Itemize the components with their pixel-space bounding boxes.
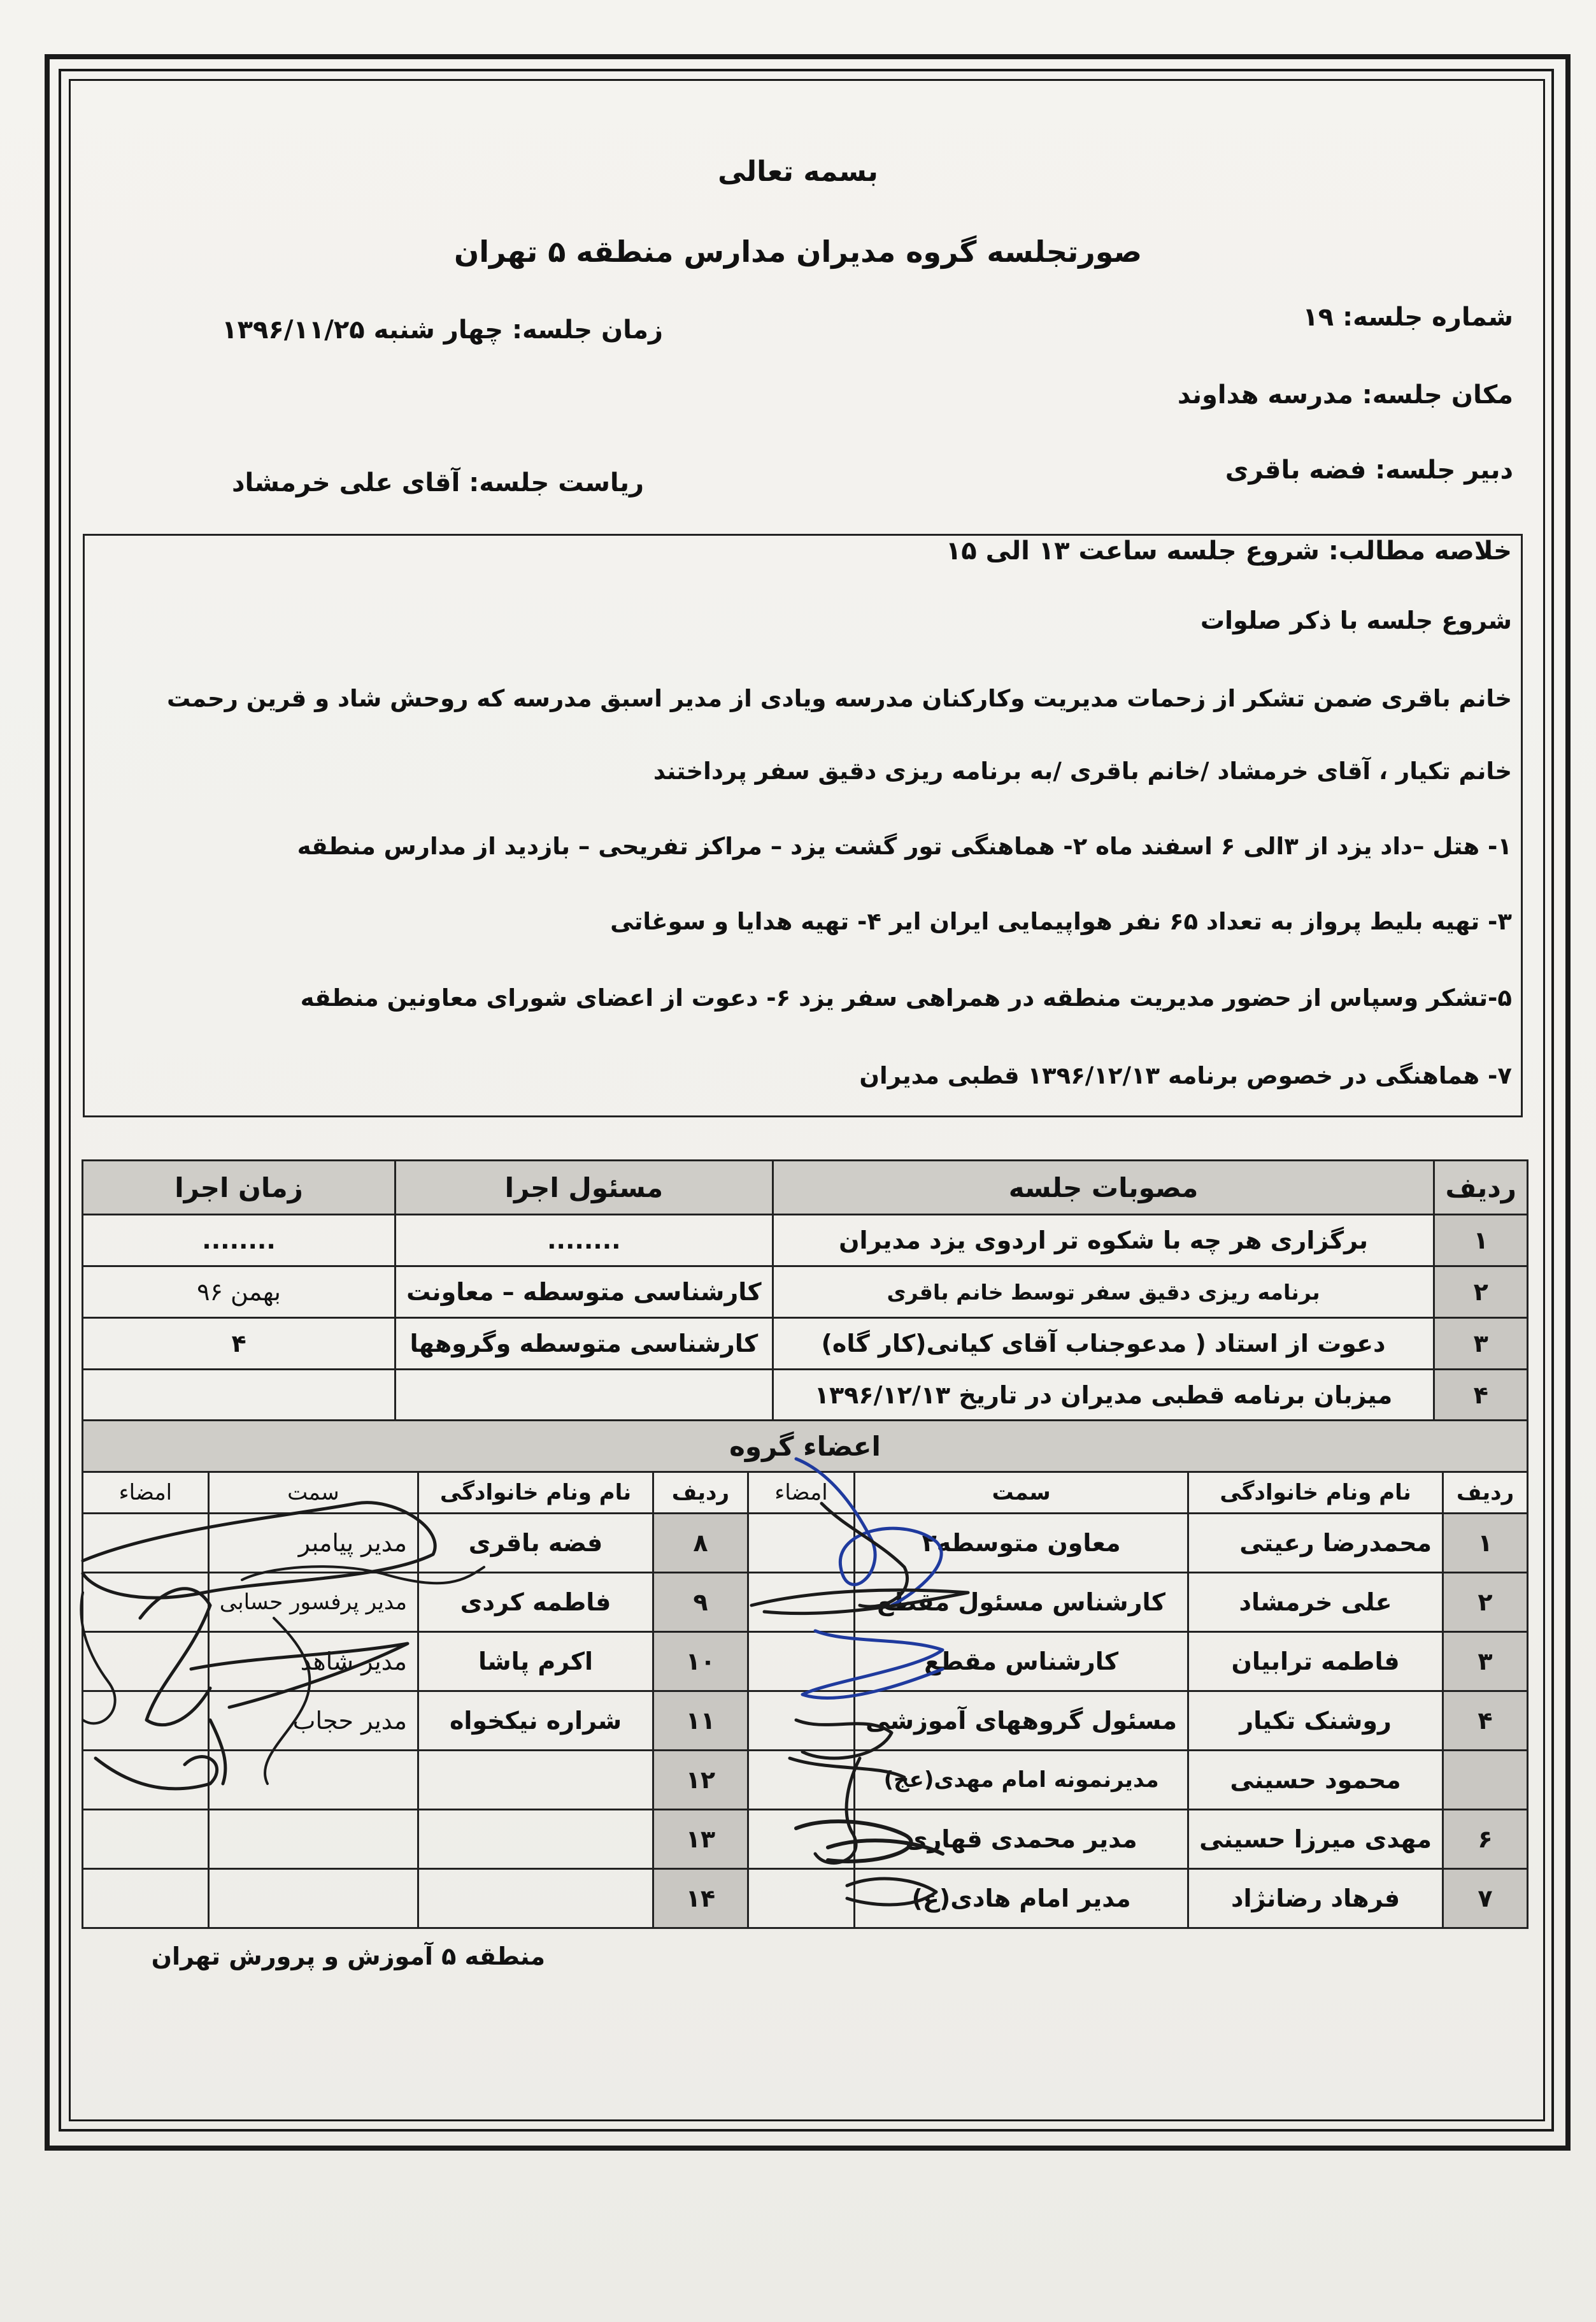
col-row: ردیف	[653, 1472, 748, 1514]
summary-line: خلاصه مطالب: شروع جلسه ساعت ۱۳ الی ۱۵	[945, 536, 1512, 566]
member-position: مدیر پرفسور حسابی	[208, 1573, 418, 1632]
row-number: ۸	[653, 1514, 748, 1573]
col-row: ردیف	[1434, 1161, 1528, 1215]
row-number: ۱۳	[653, 1810, 748, 1869]
execution-time: بهمن ۹۶	[83, 1266, 395, 1318]
summary-line: ۵-تشکر وسپاس از حضور مدیریت منطقه در همراهی سفر یزد ۶- دعوت از اعضای شورای معاونین منطقه	[300, 984, 1512, 1012]
member-position: مدیر پیامبر	[208, 1514, 418, 1573]
summary-line: خانم باقری ضمن تشکر از زحمات مدیریت وکارکنان مدرسه ویادی از مدیر اسبق مدرسه که روحش شاد و قرین رحمت	[166, 685, 1512, 712]
col-signature: امضاء	[83, 1472, 209, 1514]
member-signature	[83, 1869, 209, 1928]
responsible: کارشناسی متوسطه – معاونت	[395, 1266, 773, 1318]
member-signature	[83, 1514, 209, 1573]
members-title: اعضاء گروه	[83, 1421, 1528, 1472]
row-number: ۶	[1443, 1810, 1528, 1869]
row-number: ۱۴	[653, 1869, 748, 1928]
meeting-number: شماره جلسه: ۱۹	[1302, 303, 1513, 332]
resolution-text: دعوت از استاد ( مدعوجناب آقای کیانی(کار گاه)	[773, 1318, 1434, 1370]
member-position: مدیر محمدی قهاری	[855, 1810, 1188, 1869]
row-number: ۴	[1443, 1691, 1528, 1751]
member-name: فاطمه ترابیان	[1188, 1632, 1443, 1691]
footer-organization: منطقه ۵ آموزش و پرورش تهران	[151, 1942, 545, 1970]
member-name: فضه باقری	[418, 1514, 653, 1573]
member-position: مدیر شاهد	[208, 1632, 418, 1691]
member-signature	[83, 1810, 209, 1869]
table-row	[83, 1215, 1528, 1266]
members-table	[82, 1419, 1528, 1929]
member-signature	[748, 1691, 854, 1751]
member-name	[418, 1869, 653, 1928]
member-name: فاطمه کردی	[418, 1573, 653, 1632]
table-row	[83, 1869, 1528, 1928]
meeting-place: مکان جلسه: مدرسه هداوند	[1177, 380, 1513, 410]
member-position	[208, 1751, 418, 1810]
col-signature: امضاء	[748, 1472, 854, 1514]
member-signature	[83, 1751, 209, 1810]
member-name: اکرم پاشا	[418, 1632, 653, 1691]
member-signature	[83, 1573, 209, 1632]
member-name: علی خرمشاد	[1188, 1573, 1443, 1632]
row-number: ۹	[653, 1573, 748, 1632]
col-position: سمت	[208, 1472, 418, 1514]
row-number: ۲	[1443, 1573, 1528, 1632]
row-number: ۴	[1434, 1370, 1528, 1421]
col-row: ردیف	[1443, 1472, 1528, 1514]
row-number: ۱۲	[653, 1751, 748, 1810]
table-row	[83, 1751, 1528, 1810]
row-number: ۳	[1434, 1318, 1528, 1370]
col-name: نام ونام خانوادگی	[418, 1472, 653, 1514]
member-position: معاون متوسطه۲	[855, 1514, 1188, 1573]
member-signature	[748, 1573, 854, 1632]
execution-time: ........	[83, 1215, 395, 1266]
member-signature	[83, 1691, 209, 1751]
row-number	[1443, 1751, 1528, 1810]
responsible: کارشناسی متوسطه وگروهها	[395, 1318, 773, 1370]
col-responsible: مسئول اجرا	[395, 1161, 773, 1215]
resolution-text: برگزاری هر چه با شکوه تر اردوی یزد مدیران	[773, 1215, 1434, 1266]
member-position: مدیر حجاب	[208, 1691, 418, 1751]
row-number: ۱	[1434, 1215, 1528, 1266]
col-time: زمان اجرا	[83, 1161, 395, 1215]
table-row	[83, 1810, 1528, 1869]
document-title: صورتجلسه گروه مدیران مدارس منطقه ۵ تهران	[453, 234, 1143, 269]
row-number: ۷	[1443, 1869, 1528, 1928]
member-position	[208, 1869, 418, 1928]
member-signature	[748, 1514, 854, 1573]
meeting-secretary: دبیر جلسه: فضه باقری	[1225, 455, 1513, 485]
member-name: محمود حسینی	[1188, 1751, 1443, 1810]
responsible: ........	[395, 1215, 773, 1266]
execution-time	[83, 1370, 395, 1421]
col-name: نام ونام خانوادگی	[1188, 1472, 1443, 1514]
summary-line: خانم تکیار ، آقای خرمشاد /خانم باقری /به برنامه ریزی دقیق سفر پرداختند	[653, 757, 1512, 785]
meeting-chair: ریاست جلسه: آقای علی خرمشاد	[232, 468, 644, 498]
summary-line: ۱- هتل –داد یزد از ۳الی ۶ اسفند ماه ۲- هماهنگی تور گشت یزد – مراکز تفریحی – بازدید از مدارس منطقه	[297, 833, 1512, 860]
row-number: ۳	[1443, 1632, 1528, 1691]
summary-line: ۷- هماهنگی در خصوص برنامه ۱۳۹۶/۱۲/۱۳ قطبی مدیران	[859, 1062, 1512, 1089]
member-signature	[748, 1869, 854, 1928]
row-number: ۱۰	[653, 1632, 748, 1691]
table-row	[83, 1266, 1528, 1318]
col-resolution: مصوبات جلسه	[773, 1161, 1434, 1215]
row-number: ۱۱	[653, 1691, 748, 1751]
member-name: محمدرضا رعیتی	[1188, 1514, 1443, 1573]
member-position: مسئول گروههای آموزشی	[855, 1691, 1188, 1751]
member-name	[418, 1751, 653, 1810]
member-name: روشنک تکیار	[1188, 1691, 1443, 1751]
member-signature	[83, 1632, 209, 1691]
member-signature	[748, 1632, 854, 1691]
table-row	[83, 1514, 1528, 1573]
resolution-text: برنامه ریزی دقیق سفر توسط خانم باقری	[773, 1266, 1434, 1318]
member-name: شراره نیکخواه	[418, 1691, 653, 1751]
basmala: بسمه تعالی	[718, 155, 878, 188]
resolutions-table	[82, 1159, 1528, 1422]
summary-line: ۳- تهیه بلیط پرواز به تعداد ۶۵ نفر هواپیمایی ایران ایر ۴- تهیه هدایا و سوغاتی	[610, 908, 1512, 935]
member-position: کارشناس مسئول مقطع	[855, 1573, 1188, 1632]
summary-line: شروع جلسه با ذکر صلوات	[1200, 606, 1512, 634]
table-row	[83, 1632, 1528, 1691]
execution-time: ۴	[83, 1318, 395, 1370]
member-name: مهدی میرزا حسینی	[1188, 1810, 1443, 1869]
member-signature	[748, 1751, 854, 1810]
resolution-text: میزبان برنامه قطبی مدیران در تاریخ ۱۳۹۶/۱۲/۱۳	[773, 1370, 1434, 1421]
member-name	[418, 1810, 653, 1869]
responsible	[395, 1370, 773, 1421]
member-position: مدیرنمونه امام مهدی(عج)	[855, 1751, 1188, 1810]
member-position: کارشناس مقطع	[855, 1632, 1188, 1691]
member-name: فرهاد رضانژاد	[1188, 1869, 1443, 1928]
table-row	[83, 1691, 1528, 1751]
col-position: سمت	[855, 1472, 1188, 1514]
meeting-time: زمان جلسه: چهار شنبه ۱۳۹۶/۱۱/۲۵	[222, 315, 663, 345]
table-row	[83, 1318, 1528, 1370]
table-row	[83, 1370, 1528, 1421]
member-signature	[748, 1810, 854, 1869]
table-row	[83, 1573, 1528, 1632]
member-position	[208, 1810, 418, 1869]
row-number: ۲	[1434, 1266, 1528, 1318]
member-position: مدیر امام هادی(ع)	[855, 1869, 1188, 1928]
row-number: ۱	[1443, 1514, 1528, 1573]
